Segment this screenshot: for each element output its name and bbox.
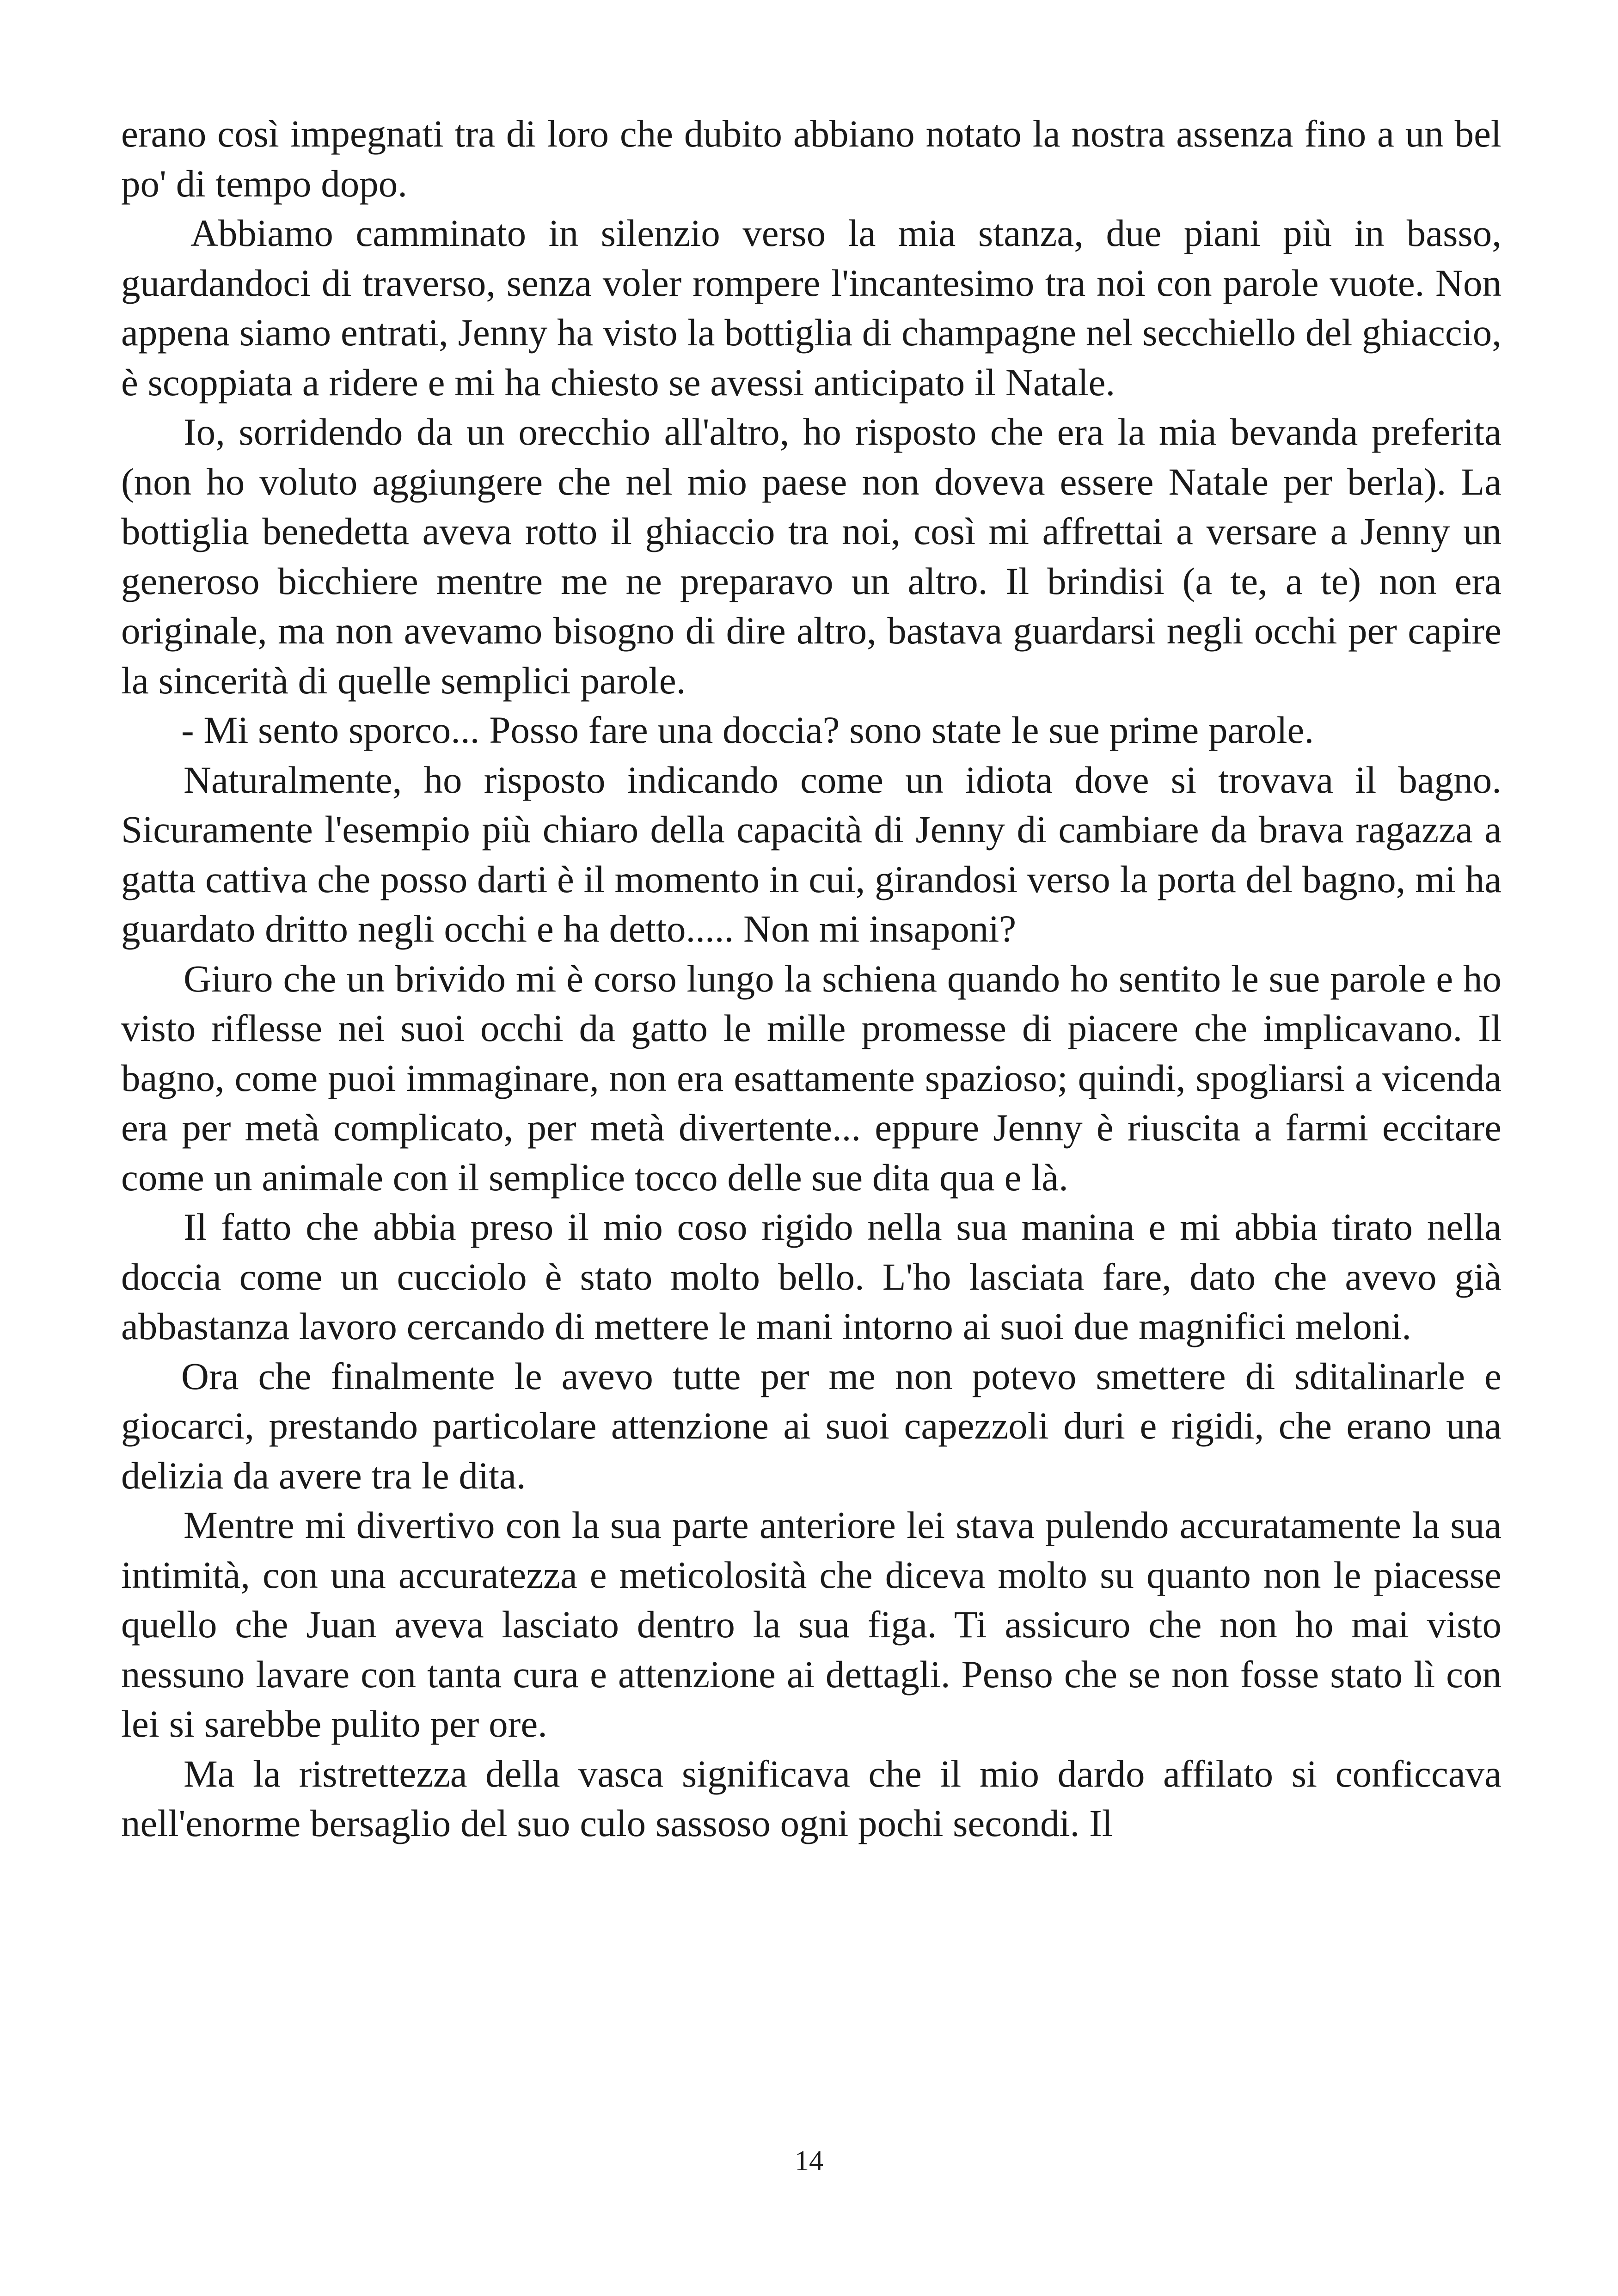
page-number: 14 xyxy=(795,2145,823,2177)
paragraph: Mentre mi divertivo con la sua parte anteriore lei stava pulendo accuratamente la sua intimità, con una accuratezza e meticolosità che diceva molto su quanto non le piacesse quello che Juan aveva lasciato dentro la sua figa. Ti assicuro che non ho mai visto nessuno lavare con tanta cura e attenzione ai dettagli. Penso che se non fosse stato lì con lei si sarebbe pulito per ore. xyxy=(121,1504,1502,1745)
paragraph: Naturalmente, ho risposto indicando come un idiota dove si trovava il bagno. Sicuramente l'esempio più chiaro della capacità di Jenny di cambiare da brava ragazza a gatta cattiva che posso darti è il momento in cui, girandosi verso la porta del bagno, mi ha guardato dritto negli occhi e ha detto..... Non mi insaponi? xyxy=(121,758,1502,950)
paragraph: Ora che finalmente le avevo tutte per me non potevo smettere di sditalinarle e giocarci, prestando particolare attenzione ai suoi capezzoli duri e rigidi, che erano una delizia da avere tra le dita. xyxy=(121,1354,1502,1497)
dialogue-line: - Mi sento sporco... Posso fare una doccia? sono state le sue prime parole. xyxy=(181,709,1314,751)
paragraph: Il fatto che abbia preso il mio coso rigido nella sua manina e mi abbia tirato nella doccia come un cucciolo è stato molto bello. L'ho lasciata fare, dato che avevo già abbastanza lavoro cercando di mettere le mani intorno ai suoi due magnifici meloni. xyxy=(121,1206,1502,1347)
paragraph-continuation: erano così impegnati tra di loro che dubito abbiano notato la nostra assenza fino a un bel po' di tempo dopo. xyxy=(121,112,1502,205)
paragraph: Giuro che un brivido mi è corso lungo la schiena quando ho sentito le sue parole e ho visto riflesse nei suoi occhi da gatto le mille promesse di piacere che implicavano. Il bagno, come puoi immaginare, non era esattamente spazioso; quindi, spogliarsi a vicenda era per metà complicato, per metà divertente... eppure Jenny è riuscita a farmi eccitare come un animale con il semplice tocco delle sue dita qua e là. xyxy=(121,957,1502,1199)
paragraph: Abbiamo camminato in silenzio verso la mia stanza, due piani più in basso, guardandoci di traverso, senza voler rompere l'incantesimo tra noi con parole vuote. Non appena siamo entrati, Jenny ha visto la bottiglia di champagne nel secchiello del ghiaccio, è scoppiata a ridere e mi ha chiesto se avessi anticipato il Natale. xyxy=(121,212,1502,404)
paragraph: Ma la ristrettezza della vasca significava che il mio dardo affilato si conficcava nell'enorme bersaglio del suo culo sassoso ogni pochi secondi. Il xyxy=(121,1752,1502,1844)
body-text xyxy=(121,109,1502,1849)
paragraph: Io, sorridendo da un orecchio all'altro, ho risposto che era la mia bevanda preferita (non ho voluto aggiungere che nel mio paese non doveva essere Natale per berla). La bottiglia benedetta aveva rotto il ghiaccio tra noi, così mi affrettai a versare a Jenny un generoso bicchiere mentre me ne preparavo un altro. Il brindisi (a te, a te) non era originale, ma non avevamo bisogno di dire altro, bastava guardarsi negli occhi per capire la sincerità di quelle semplici parole. xyxy=(121,410,1502,702)
